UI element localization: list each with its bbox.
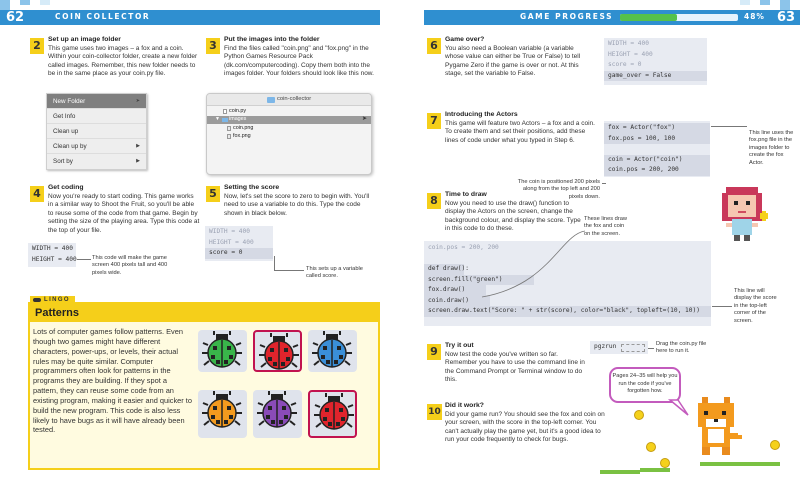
annotation-leader — [77, 259, 91, 260]
file-icon — [223, 109, 227, 114]
green-ladybug-icon — [200, 331, 244, 371]
submenu-arrow-icon: ▶ — [136, 158, 140, 164]
speech-bubble-text: Pages 24–35 will help you run the code if you've forgotten how. — [612, 373, 678, 395]
code-line: coin.pos = 200, 200 — [428, 244, 499, 251]
step-3-body: Find the files called "coin.png" and "fox.png" in the Python Games Resource Pack (dk.com/computercoding). Copy them both into the images folder. Your folders should look like this now. — [224, 45, 374, 78]
code-line: WIDTH = 400 — [32, 245, 73, 252]
step-4-body: Now you're ready to start coding. This game works in a similar way to Shoot the Fruit, so you'll be able to reuse some of the code from that game. Begin by setting the size of the playing area. Type this code at the top of your file. — [48, 193, 200, 234]
pattern-cell — [253, 330, 302, 372]
finder-titlebar — [207, 94, 371, 106]
left-page-number: 62 — [6, 10, 25, 25]
pixel-decor — [760, 0, 770, 5]
grass-patch — [600, 470, 640, 474]
submenu-arrow-icon: ▶ — [136, 143, 140, 149]
finder-row-images[interactable] — [207, 116, 371, 124]
menu-item-label: Clean up — [53, 128, 79, 135]
step-2-body: This game uses two images – a fox and a coin. Within your coin-collector folder, create a new folder called images. Remember, this new folder needs to be in the same place as your coin.py file. — [48, 45, 198, 78]
code-line — [604, 144, 710, 155]
code-line: fox.draw() — [424, 285, 486, 296]
pixel-girl-sprite — [716, 183, 776, 243]
code-line: screen.fill("green") — [424, 275, 534, 286]
code-line: score = 0 — [205, 248, 273, 259]
menu-item-label: Sort by — [53, 158, 73, 165]
pixel-decor — [40, 0, 50, 5]
annotation-leader — [712, 306, 732, 307]
red-ladybug-2-icon — [312, 393, 356, 433]
step-3-title: Put the images into the folder — [224, 36, 320, 43]
finder-row-coin-py[interactable] — [207, 108, 371, 115]
folder-icon — [267, 97, 275, 103]
lingo-body: Lots of computer games follow patterns. Even though two games might have different characters, power-ups, or levels, their actual rules may be quite similar. Computer programmers often look for patterns in the programs they are building. If they spot a pattern, they can reuse some code from an existing program, making it easier and quicker to build the new program. This code is also less likely to have bugs as it will have already been tested. — [33, 327, 192, 435]
annotation-leader — [274, 270, 304, 271]
pattern-cell — [198, 330, 247, 372]
code-line: HEIGHT = 400 — [209, 238, 254, 246]
pixel-decor — [740, 0, 750, 5]
step-7-title: Introducing the Actors — [445, 111, 518, 118]
code-line: HEIGHT = 400 — [608, 50, 653, 58]
annotation-leader — [274, 256, 284, 270]
annotation-leader — [711, 126, 747, 127]
finder-window — [206, 93, 372, 175]
code-line: pgzrun — [594, 343, 617, 350]
red-ladybug-icon — [257, 333, 301, 373]
orange-ladybug-icon — [200, 391, 244, 431]
right-page-title: GAME PROGRESS — [520, 12, 614, 21]
progress-bar-fill — [620, 14, 677, 21]
lingo-tag: LINGO — [30, 296, 75, 306]
context-menu — [46, 93, 147, 170]
progress-percent: 48% — [744, 12, 765, 21]
finder-row-coin-png[interactable] — [207, 125, 371, 132]
code-block-step-5 — [205, 226, 273, 261]
coin-icon — [634, 410, 644, 420]
step-number-9: 9 — [427, 344, 441, 360]
pattern-cell — [308, 330, 357, 372]
grass-patch — [700, 462, 780, 466]
annotation-step-9: Drag the coin.py file here to run it. — [656, 341, 707, 355]
code-line: score = 0 — [608, 61, 642, 68]
annotation-step-7-coin: The coin is positioned 200 pixels along from the top left and 200 pixels down. — [517, 179, 600, 200]
annotation-step-7-fox: This line uses the fox.png file in the images folder to create the fox Actor. — [749, 130, 794, 166]
code-block-step-6 — [604, 38, 707, 85]
code-line: HEIGHT = 400 — [32, 255, 77, 263]
menu-item-new-folder[interactable] — [47, 94, 146, 109]
step-8-body: Now you need to use the draw() function to display the Actors on the screen, change the background colour, and display the score. Type in this code to do these. — [445, 200, 581, 233]
image-file-icon — [227, 134, 231, 139]
step-7-body: This game will feature two Actors – a fox and a coin. To create them and set their positions, add these lines of code under what you typed in Step 6. — [445, 120, 595, 144]
menu-item-label: Get Info — [53, 113, 76, 120]
image-file-icon — [227, 126, 231, 131]
step-6-title: Game over? — [445, 36, 485, 43]
finder-row-label: coin.py — [229, 108, 247, 114]
step-5-title: Setting the score — [224, 184, 280, 191]
annotation-step-4: This code will make the game screen 400 pixels tall and 400 pixels wide. — [92, 255, 168, 276]
step-2-title: Set up an image folder — [48, 36, 121, 43]
step-9-body: Now test the code you've written so far. Remember you have to use the command line in the Command Prompt or Terminal window to do this. — [445, 351, 585, 384]
menu-item-sort-by[interactable] — [47, 154, 146, 169]
menu-item-clean-up[interactable] — [47, 124, 146, 139]
code-line: coin.pos = 200, 200 — [604, 165, 710, 176]
pixel-character-girl — [716, 183, 776, 243]
finder-row-label: fox.png — [233, 133, 251, 139]
annotation-step-8-draw: These lines draw the fox and coin on the screen. — [584, 216, 627, 237]
lingo-dots-icon — [33, 298, 41, 302]
step-number-7: 7 — [427, 113, 441, 129]
disclosure-triangle-icon: ▼ — [215, 116, 220, 122]
code-line: coin.draw() — [424, 296, 490, 307]
left-page-title: COIN COLLECTOR — [55, 12, 151, 21]
step-number-6: 6 — [427, 38, 441, 54]
menu-item-get-info[interactable] — [47, 109, 146, 124]
code-line: coin = Actor("coin") — [604, 155, 710, 166]
menu-item-label: Clean up by — [53, 143, 87, 150]
code-line: screen.draw.text("Score: " + str(score), color="black", topleft=(10, 10)) — [424, 306, 711, 317]
annotation-leader — [648, 348, 654, 349]
step-5-body: Now, let's set the score to zero to begin with. You'll need to use a variable to do this. Type the code shown in black below. — [224, 193, 370, 217]
coin-icon — [660, 458, 670, 468]
coin-icon — [770, 440, 780, 450]
pixel-fox-character — [688, 395, 748, 457]
annotation-leader-curve — [480, 225, 590, 305]
step-10-title: Did it work? — [445, 402, 484, 409]
step-number-4: 4 — [30, 186, 44, 202]
code-line: game_over = False — [604, 71, 707, 82]
code-line: WIDTH = 400 — [209, 228, 250, 235]
menu-item-clean-up-by[interactable] — [47, 139, 146, 154]
annotation-leader — [602, 183, 606, 184]
pixel-fox-sprite — [688, 395, 748, 457]
code-line: def draw(): — [424, 264, 464, 275]
purple-ladybug-icon — [255, 391, 299, 431]
grass-patch — [640, 468, 670, 472]
step-number-3: 3 — [206, 38, 220, 54]
step-9-title: Try it out — [445, 342, 474, 349]
code-line: fox = Actor("fox") — [604, 123, 710, 134]
annotation-step-8-score: This line will display the score in the top-left corner of the screen. — [734, 288, 777, 324]
pattern-cell — [198, 390, 247, 438]
menu-item-label: New Folder — [53, 98, 86, 105]
step-number-8: 8 — [427, 193, 441, 209]
speech-bubble — [609, 367, 681, 403]
annotation-step-5: This sets up a variable called score. — [306, 266, 363, 280]
folder-icon — [222, 118, 228, 122]
drop-target-placeholder[interactable] — [621, 344, 645, 352]
finder-row-label: images — [229, 116, 247, 122]
step-number-10: 10 — [427, 404, 442, 420]
code-line: fox.pos = 100, 100 — [604, 134, 710, 145]
step-number-5: 5 — [206, 186, 220, 202]
blue-ladybug-icon — [310, 331, 354, 371]
cursor-icon: ➤ — [362, 116, 368, 122]
step-4-title: Get coding — [48, 184, 84, 191]
finder-row-label: coin.png — [233, 125, 254, 131]
step-8-title: Time to draw — [445, 191, 487, 198]
menu-pointer-icon: ➤ — [135, 98, 140, 104]
coin-icon — [646, 442, 656, 452]
code-block-step-4 — [28, 243, 76, 267]
code-block-step-7 — [604, 121, 710, 177]
code-line: WIDTH = 400 — [608, 40, 649, 47]
step-10-body: Did your game run? You should see the fox and coin on your screen, with the score in the top-left corner. You can't actually play the game yet, but it's a good idea to run your code frequently to check for bugs. — [445, 411, 605, 444]
lingo-heading: Patterns — [30, 304, 378, 322]
step-6-body: You also need a Boolean variable (a variable whose value can either be True or False) to tell Pygame Zero if the game is over or not. At this stage, set the variable to False. — [445, 45, 581, 78]
right-page-number: 63 — [777, 10, 796, 25]
pattern-cell — [253, 390, 302, 438]
finder-title: coin-collector — [277, 96, 312, 102]
pixel-decor — [20, 0, 30, 5]
finder-row-fox-png[interactable] — [207, 133, 371, 140]
step-number-2: 2 — [30, 38, 44, 54]
pattern-cell — [308, 390, 357, 438]
